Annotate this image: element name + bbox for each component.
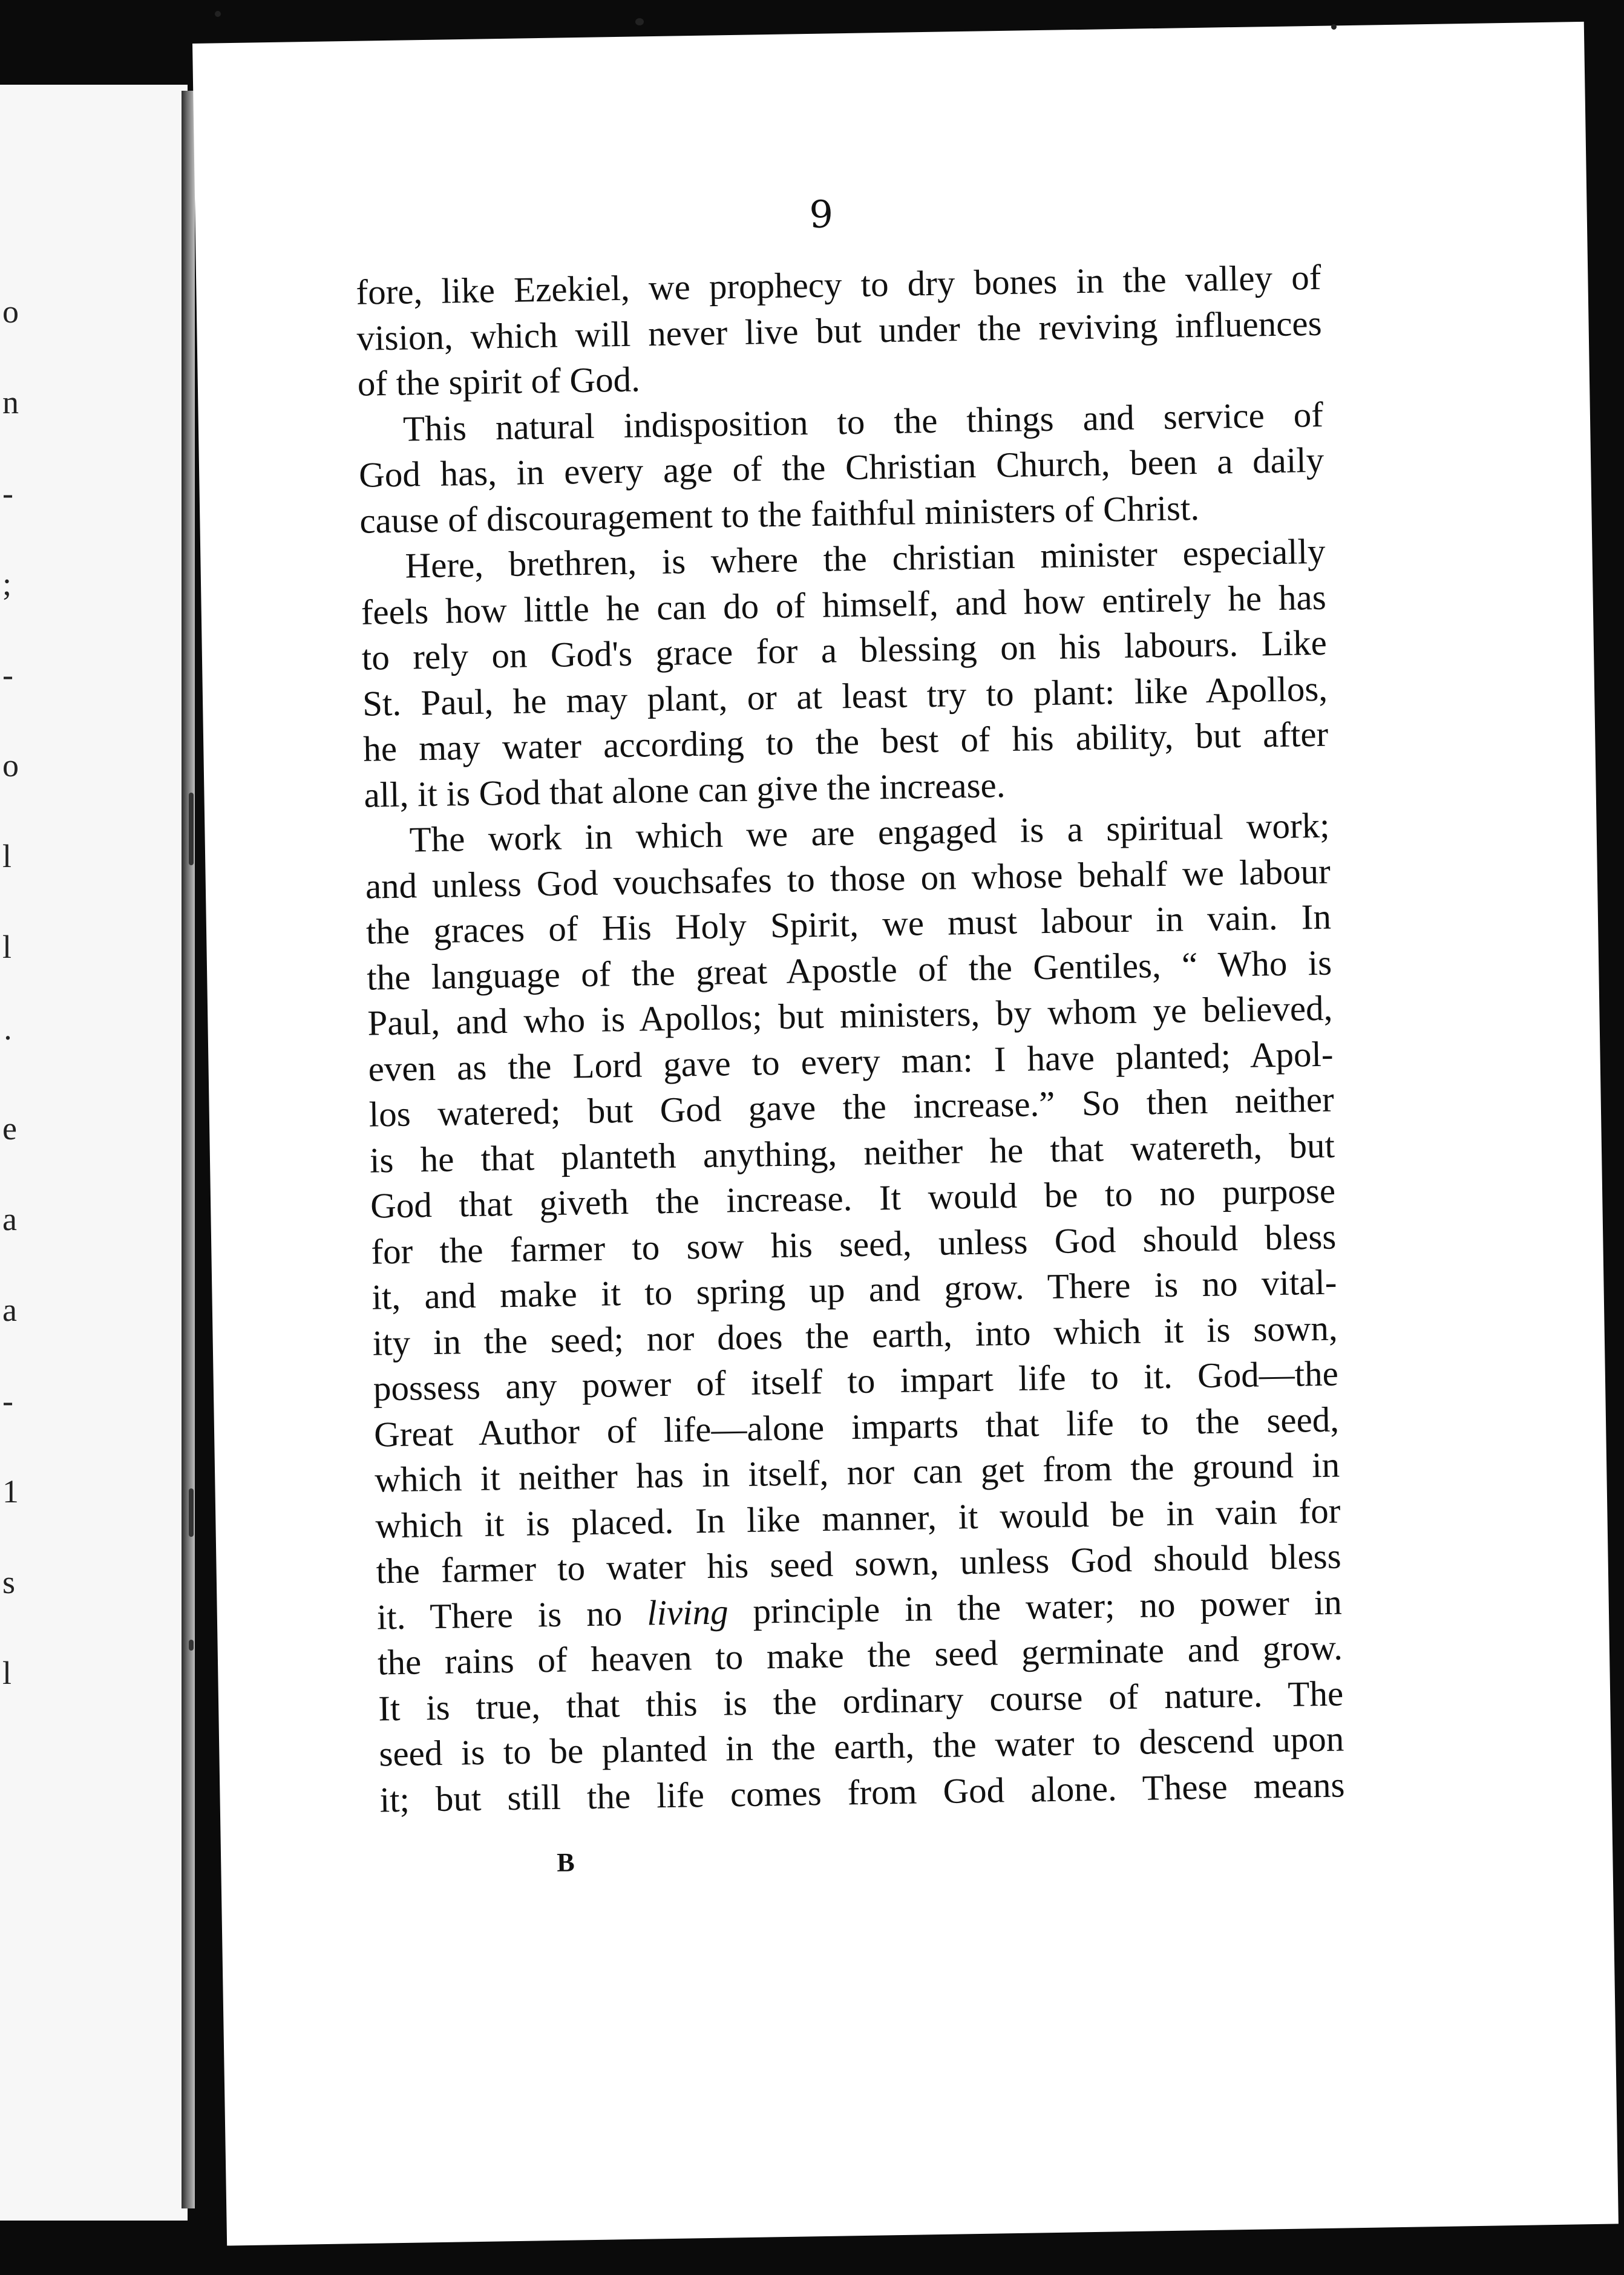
edge-mark: l <box>2 1655 12 1691</box>
edge-mark: - <box>2 1383 13 1419</box>
left-page-edge-marks <box>2 266 21 1718</box>
edge-mark: s <box>2 1564 16 1600</box>
edge-mark: a <box>2 1292 17 1328</box>
text-line: it, and make it to spring up and grow. There is no vital- <box>372 1262 1337 1317</box>
text-line: It is true, that this is the ordinary course of nature. The <box>378 1672 1344 1729</box>
scan-speck <box>635 18 644 25</box>
text-line: which it neither has in itself, nor can get from the ground in <box>374 1444 1340 1500</box>
text-line: the farmer to water his seed sown, unless God should bless <box>376 1536 1342 1591</box>
page-number: 9 <box>808 192 834 237</box>
text-line: Paul, and who is Apollos; but ministers, by whom ye believed, <box>367 987 1333 1043</box>
edge-mark: l <box>2 838 12 874</box>
text-line: the graces of His Holy Spirit, we must labour in vain. In <box>365 896 1332 952</box>
text-line: he may water according to the best of his ability, but after <box>362 713 1329 769</box>
edge-mark: ; <box>2 566 12 602</box>
edge-mark: 1 <box>2 1473 19 1510</box>
edge-mark: a <box>2 1201 17 1237</box>
text-line: seed is to be planted in the earth, the water to descend upon <box>378 1718 1344 1774</box>
text-line: the language of the great Apostle of the Gentiles, “ Who is <box>366 942 1332 998</box>
text-line: which it is placed. In like manner, it would be in vain for <box>375 1490 1341 1546</box>
text-line: of the spirit of God. <box>357 359 641 404</box>
binding-stitch <box>189 1640 194 1651</box>
edge-mark: · <box>2 1020 13 1056</box>
italic-word: living <box>646 1591 729 1633</box>
text-line: cause of discouragement to the faithful ministers of Christ. <box>359 487 1200 541</box>
text-line: God has, in every age of the Christian Church, been a daily <box>358 439 1324 495</box>
text-line: to rely on God's grace for a blessing on his labours. Like <box>361 622 1328 678</box>
text-run: principle in the water; no power in <box>727 1581 1343 1631</box>
binding-stitch <box>189 1488 194 1537</box>
text-line: Great Author of life—alone imparts that life to the seed, <box>373 1399 1340 1455</box>
text-line: and unless God vouchsafes to those on whose behalf we labour <box>365 851 1331 906</box>
text-line: God that giveth the increase. It would be to no purpose <box>370 1170 1336 1226</box>
book-gutter <box>182 91 195 2208</box>
signature-mark: B <box>556 1847 575 1877</box>
text-line: los watered; but God gave the increase.” So then neither <box>368 1079 1335 1134</box>
scan-speck <box>1331 24 1337 30</box>
body-text <box>356 255 1345 1823</box>
scan-speck <box>215 11 221 17</box>
edge-mark: o <box>2 747 19 784</box>
text-line: it; but still the life comes from God alone. These means <box>379 1764 1345 1819</box>
text-line: for the farmer to sow his seed, unless God should bless <box>370 1216 1337 1272</box>
edge-mark: - <box>2 475 13 511</box>
text-line: ity in the seed; nor does the earth, into which it is sown, <box>372 1308 1338 1363</box>
edge-mark: o <box>2 293 19 330</box>
left-page-edge <box>0 85 188 2221</box>
edge-mark: l <box>2 929 12 965</box>
text-line: feels how little he can do of himself, and how entirely he has <box>361 577 1327 632</box>
text-line: vision, which will never live but under the reviving influences <box>356 303 1322 358</box>
text-line: This natural indisposition to the things and service of <box>402 394 1324 449</box>
edge-mark: - <box>2 656 13 693</box>
text-line: The work in which we are engaged is a spiritual work; <box>409 805 1331 860</box>
text-line: possess any power of itself to impart life to it. God—the <box>373 1353 1339 1409</box>
edge-mark: n <box>2 384 19 421</box>
text-line: the rains of heaven to make the seed germinate and grow. <box>377 1627 1343 1683</box>
text-line: Here, brethren, is where the christian minister especially <box>405 531 1326 586</box>
edge-mark: e <box>2 1110 17 1147</box>
text-line: is he that planteth anything, neither he that watereth, but <box>369 1125 1335 1180</box>
text-line: even as the Lord gave to every man: I have planted; Apol- <box>368 1033 1334 1089</box>
text-line: all, it is God that alone can give the increase. <box>364 764 1006 815</box>
text-line: fore, like Ezekiel, we prophecy to dry bones in the valley of <box>355 257 1321 312</box>
text-line: St. Paul, he may plant, or at least try to plant: like Apollos, <box>362 668 1328 724</box>
text-run: it. There is no <box>376 1592 647 1637</box>
binding-stitch <box>189 793 194 865</box>
book-page <box>192 22 1619 2246</box>
